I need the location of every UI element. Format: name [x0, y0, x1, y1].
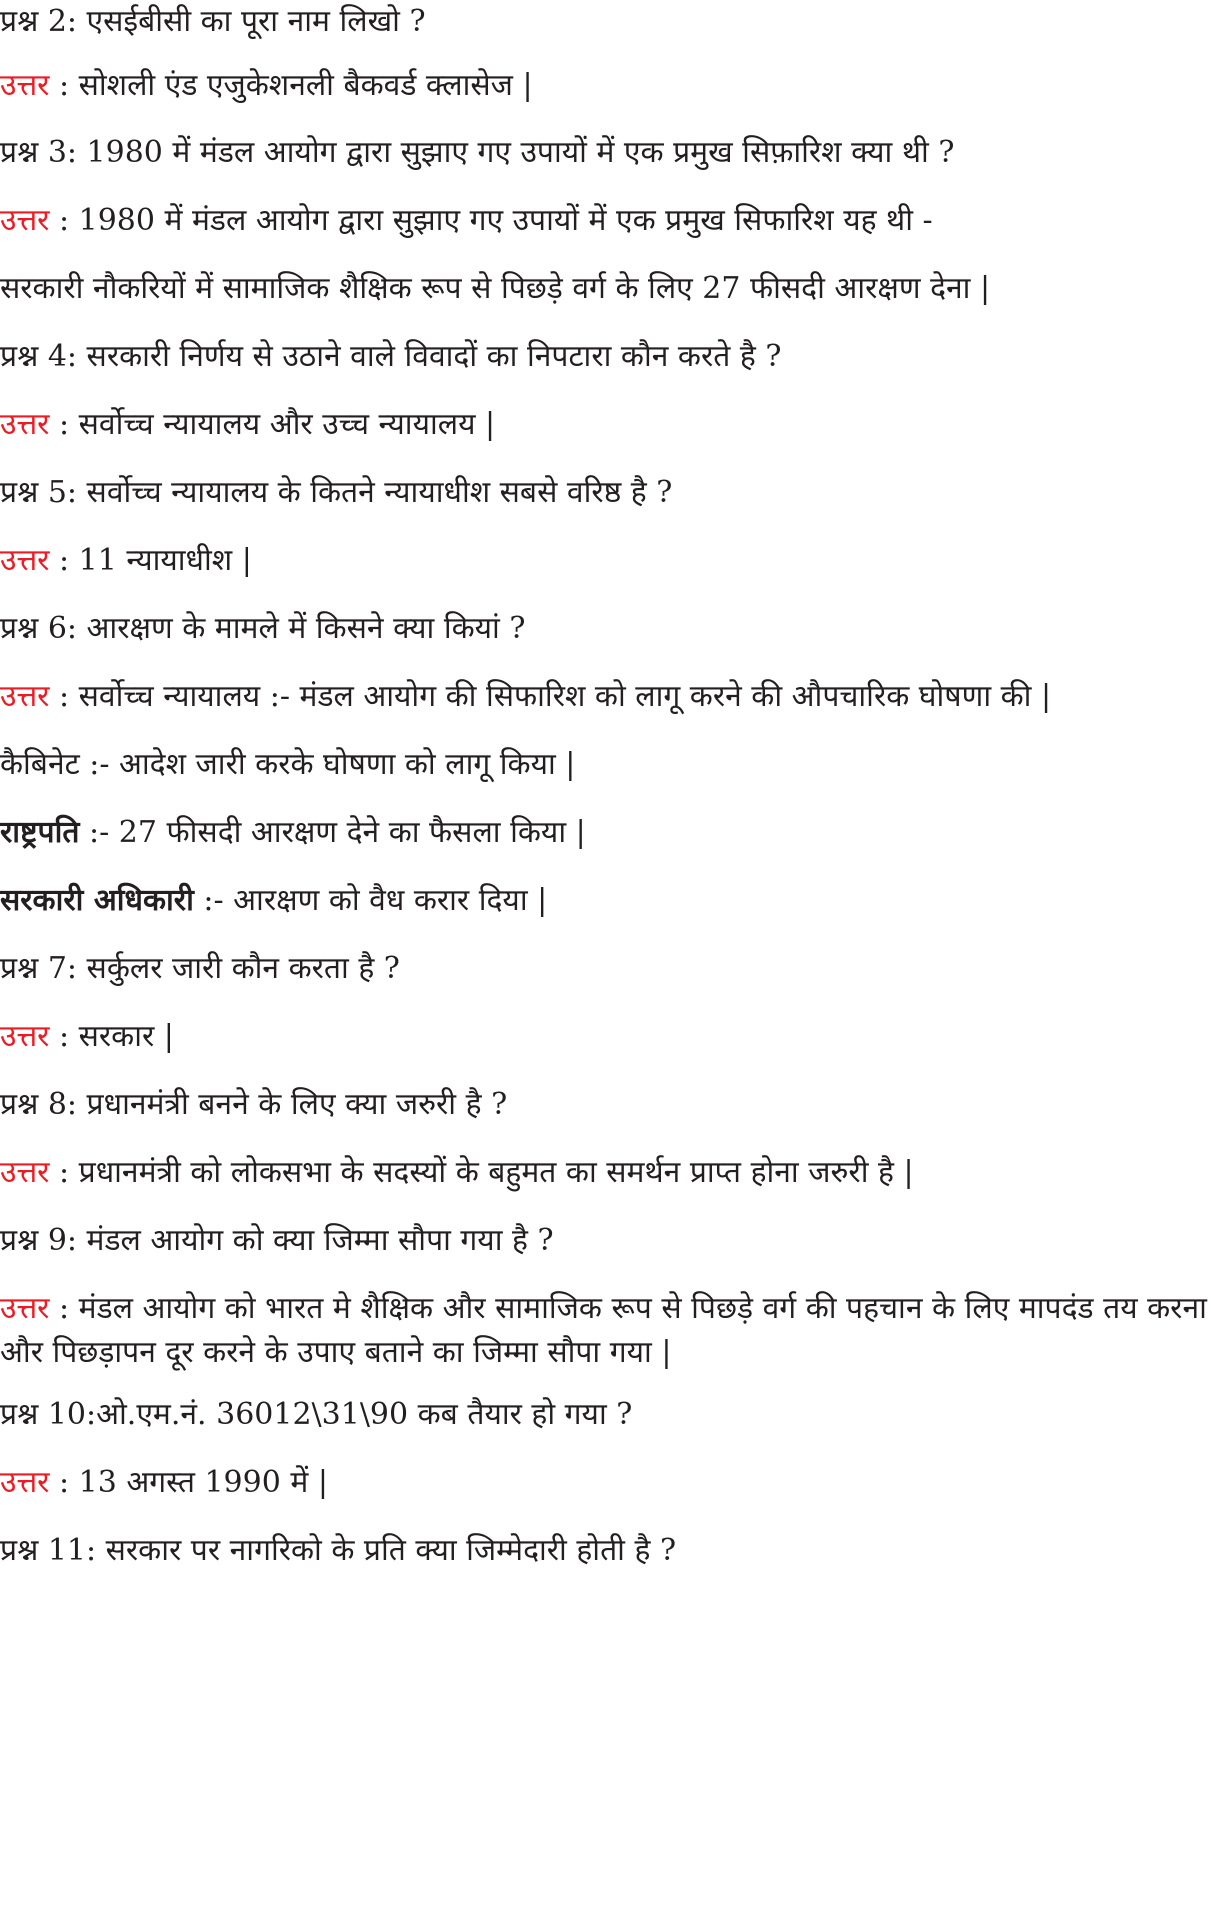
answer-6-officer — [0, 879, 547, 923]
answer-label: उत्तर — [0, 68, 50, 103]
answer-8 — [0, 1151, 914, 1195]
answer-text: : 11 न्यायाधीश | — [49, 543, 252, 578]
answer-7 — [0, 1015, 174, 1059]
answer-6-president — [0, 811, 586, 855]
answer-text: : सर्वोच्च न्यायालय और उच्च न्यायालय | — [49, 407, 496, 442]
question-9: प्रश्न 9: मंडल आयोग को क्या जिम्मा सौपा गया है ? — [0, 1223, 554, 1258]
answer-6 — [0, 675, 1051, 719]
answer-text: : 13 अगस्त 1990 में | — [49, 1465, 328, 1500]
answer-text: : सोशली एंड एजुकेशनली बैकवर्ड क्लासेज | — [49, 68, 533, 103]
question-5: प्रश्न 5: सर्वोच्च न्यायालय के कितने न्यायाधीश सबसे वरिष्ठ है ? — [0, 475, 673, 510]
answer-9 — [0, 1287, 1211, 1375]
answer-10 — [0, 1461, 328, 1505]
answer-text: : मंडल आयोग को भारत मे शैक्षिक और सामाजिक रूप से पिछड़े वर्ग की पहचान के लिए मापदंड तय करना और पिछड़ापन दूर करने के उपाए बताने का जिम्मा सौपा गया | — [0, 1291, 1207, 1370]
question-2: प्रश्न 2: एसईबीसी का पूरा नाम लिखो ? — [0, 4, 426, 39]
president-label: राष्ट्रपति — [0, 815, 80, 850]
question-3: प्रश्न 3: 1980 में मंडल आयोग द्वारा सुझाए गए उपायों में एक प्रमुख सिफ़ारिश क्या थी ? — [0, 135, 955, 170]
answer-label: उत्तर — [0, 1019, 50, 1054]
answer-text: : सरकार | — [49, 1019, 174, 1054]
answer-label: उत्तर — [0, 679, 50, 714]
officer-text: :- आरक्षण को वैध करार दिया | — [193, 883, 548, 918]
question-7: प्रश्न 7: सर्कुलर जारी कौन करता है ? — [0, 951, 400, 986]
answer-label: उत्तर — [0, 203, 50, 238]
answer-text: : 1980 में मंडल आयोग द्वारा सुझाए गए उपायों में एक प्रमुख सिफारिश यह थी - — [49, 203, 933, 238]
answer-2 — [0, 64, 533, 108]
answer-text: : प्रधानमंत्री को लोकसभा के सदस्यों के बहुमत का समर्थन प्राप्त होना जरुरी है | — [49, 1155, 914, 1190]
answer-label: उत्तर — [0, 1465, 50, 1500]
answer-text: : सर्वोच्च न्यायालय :- मंडल आयोग की सिफारिश को लागू करने की औपचारिक घोषणा की | — [49, 679, 1052, 714]
answer-3-continued: सरकारी नौकरियों में सामाजिक शैक्षिक रूप से पिछड़े वर्ग के लिए 27 फीसदी आरक्षण देना | — [0, 271, 991, 306]
answer-3 — [0, 199, 933, 243]
answer-5 — [0, 539, 252, 583]
answer-label: उत्तर — [0, 1155, 50, 1190]
answer-label: उत्तर — [0, 407, 50, 442]
answer-label: उत्तर — [0, 1291, 50, 1326]
officer-label: सरकारी अधिकारी — [0, 883, 194, 918]
question-10: प्रश्न 10:ओ.एम.नं. 36012\31\90 कब तैयार हो गया ? — [0, 1397, 633, 1432]
question-8: प्रश्न 8: प्रधानमंत्री बनने के लिए क्या जरुरी है ? — [0, 1087, 508, 1122]
question-6: प्रश्न 6: आरक्षण के मामले में किसने क्या कियां ? — [0, 611, 526, 646]
president-text: :- 27 फीसदी आरक्षण देने का फैसला किया | — [79, 815, 586, 850]
question-11: प्रश्न 11: सरकार पर नागरिको के प्रति क्या जिम्मेदारी होती है ? — [0, 1533, 677, 1568]
answer-label: उत्तर — [0, 543, 50, 578]
question-4: प्रश्न 4: सरकारी निर्णय से उठाने वाले विवादों का निपटारा कौन करते है ? — [0, 339, 782, 374]
answer-6-cabinet: कैबिनेट :- आदेश जारी करके घोषणा को लागू किया | — [0, 747, 576, 782]
answer-4 — [0, 403, 495, 447]
